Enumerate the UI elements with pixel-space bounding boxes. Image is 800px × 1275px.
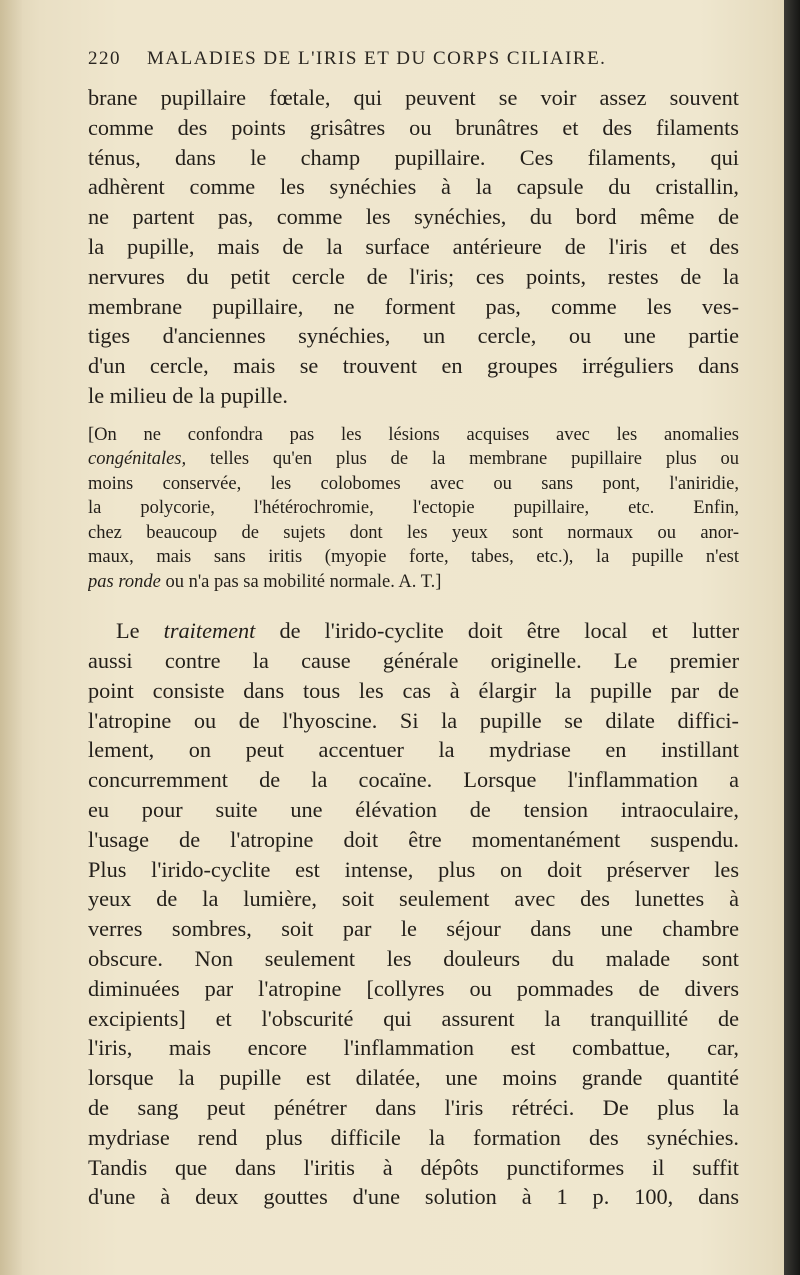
text-line: l'iris, mais encore l'inflammation est combattue, car, xyxy=(88,1035,739,1061)
text-line: Tandis que dans l'iritis à dépôts punctiformes il suffit xyxy=(88,1154,739,1180)
text-line: la pupille, mais de la surface antérieure de l'iris et des xyxy=(88,233,739,259)
text-line: de sang peut pénétrer dans l'iris rétréci. De plus la xyxy=(88,1095,739,1121)
text-line: d'une à deux gouttes d'une solution à 1 p. 100, dans xyxy=(88,1184,739,1210)
text-line: diminuées par l'atropine [collyres ou pommades de divers xyxy=(88,975,739,1001)
page-number: 220 xyxy=(88,48,121,69)
running-title: MALADIES DE L'IRIS ET DU CORPS CILIAIRE. xyxy=(147,48,607,69)
note-line: chez beaucoup de sujets dont les yeux sont normaux ou anor- xyxy=(88,522,739,543)
note-text: ou n'a pas sa mobilité normale. A. T.] xyxy=(160,571,442,592)
text-line: concurremment de la cocaïne. Lorsque l'inflammation a xyxy=(88,767,739,793)
text-line: le milieu de la pupille. xyxy=(88,382,288,408)
text-line: brane pupillaire fœtale, qui peuvent se voir assez souvent xyxy=(88,85,739,110)
text-line: ne partent pas, comme les synéchies, du bord même de xyxy=(88,204,739,230)
note-line: [On ne confondra pas les lésions acquises avec les anomalies xyxy=(88,424,739,445)
note-text: telles qu'en plus de la membrane pupillaire plus ou xyxy=(186,449,739,470)
text-run: Le xyxy=(116,618,164,644)
note-line xyxy=(88,447,739,472)
note-line xyxy=(88,570,739,595)
text-line: l'atropine ou de l'hyoscine. Si la pupille se dilate diffici- xyxy=(88,707,739,733)
text-line: comme des points grisâtres ou brunâtres et des filaments xyxy=(88,114,739,140)
paragraph-treatment xyxy=(88,616,739,1212)
text-line: adhèrent comme les synéchies à la capsule du cristallin, xyxy=(88,174,739,200)
text-line: excipients] et l'obscurité qui assurent la tranquillité de xyxy=(88,1005,739,1031)
text-line: point consiste dans tous les cas à élargir la pupille par de xyxy=(88,677,739,703)
note-line: la polycorie, l'hétérochromie, l'ectopie pupillaire, etc. Enfin, xyxy=(88,498,739,519)
text-line: mydriase rend plus difficile la formation des synéchies. xyxy=(88,1124,739,1150)
text-line: aussi contre la cause générale originelle. Le premier xyxy=(88,648,739,674)
note-line: moins conservée, les colobomes avec ou sans pont, l'aniridie, xyxy=(88,473,739,494)
text-line: ténus, dans le champ pupillaire. Ces filaments, qui xyxy=(88,144,739,170)
note-line: maux, mais sans iritis (myopie forte, tabes, etc.), la pupille n'est xyxy=(88,547,739,568)
text-line: Plus l'irido-cyclite est intense, plus on doit préserver les xyxy=(88,856,739,882)
paragraph-gap xyxy=(88,594,739,616)
text-line: lorsque la pupille est dilatée, une moins grande quantité xyxy=(88,1065,739,1091)
text-run: de l'irido-cyclite doit être local et lutter xyxy=(255,618,739,644)
text-line: tiges d'anciennes synéchies, un cercle, ou une partie xyxy=(88,323,739,349)
page-gutter-shadow xyxy=(0,0,22,1275)
text-line: nervures du petit cercle de l'iris; ces points, restes de la xyxy=(88,263,739,289)
text-line: obscure. Non seulement les douleurs du malade sont xyxy=(88,946,739,972)
scan-edge-bar xyxy=(784,0,800,1275)
translator-note xyxy=(88,423,739,595)
text-line: eu pour suite une élévation de tension intraoculaire, xyxy=(88,797,739,823)
running-header xyxy=(88,48,688,70)
text-line: yeux de la lumière, soit seulement avec des lunettes à xyxy=(88,886,739,912)
italic-term: traitement xyxy=(163,618,256,644)
text-line: membrane pupillaire, ne forment pas, comme les ves- xyxy=(88,293,739,319)
note-italic-term: pas ronde xyxy=(88,571,161,592)
text-line: lement, on peut accentuer la mydriase en instillant xyxy=(88,737,739,763)
page-body xyxy=(88,83,739,1212)
note-italic-term: congénitales, xyxy=(88,449,187,470)
paragraph-continuation xyxy=(88,83,739,411)
text-line xyxy=(88,616,739,646)
text-line: d'un cercle, mais se trouvent en groupes irréguliers dans xyxy=(88,353,739,379)
text-line: l'usage de l'atropine doit être momentanément suspendu. xyxy=(88,826,739,852)
text-line: verres sombres, soit par le séjour dans une chambre xyxy=(88,916,739,942)
